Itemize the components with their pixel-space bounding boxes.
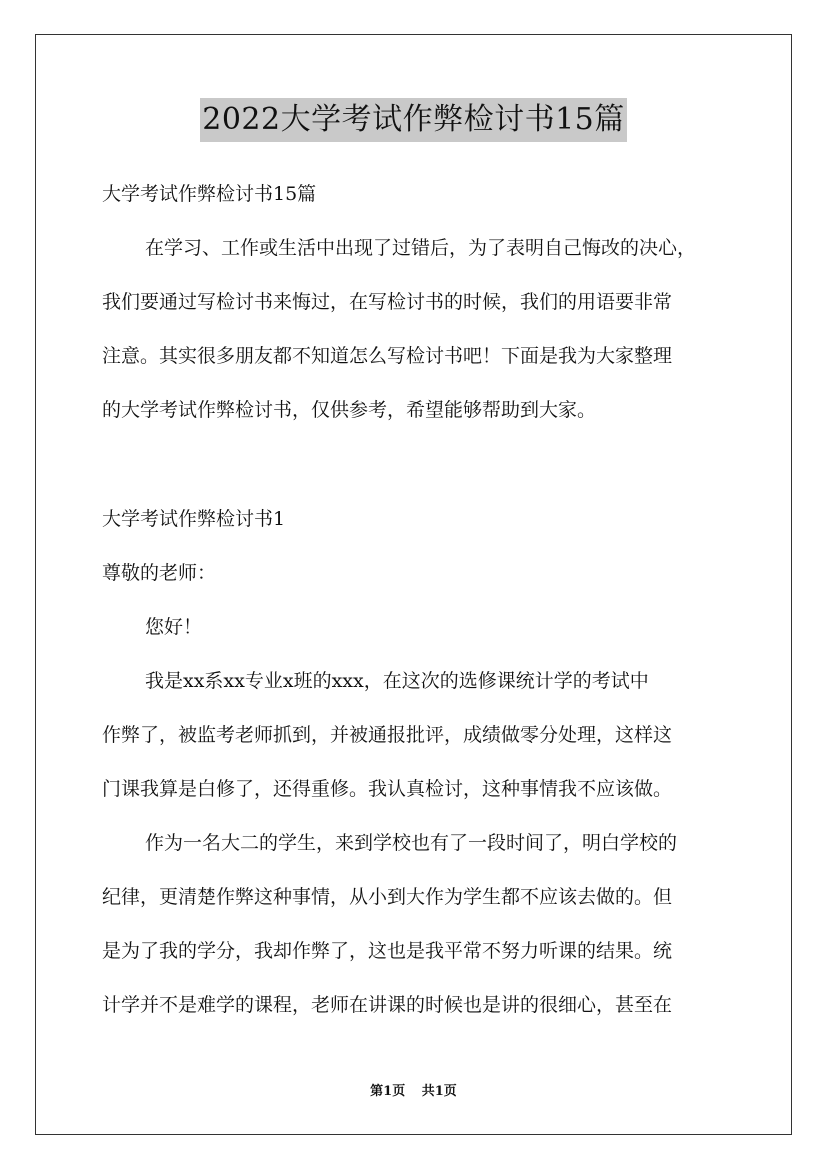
section-heading: 大学考试作弊检讨书1 (102, 508, 286, 530)
subtitle-line: 大学考试作弊检讨书15篇 (102, 183, 317, 205)
page-total: 共1页 (421, 1084, 457, 1099)
page-footer (0, 1084, 827, 1100)
paragraph-line: 我是xx系xx专业x班的xxx，在这次的选修课统计学的考试中 (145, 670, 649, 692)
paragraph-line: 我们要通过写检讨书来悔过，在写检讨书的时候，我们的用语要非常 (102, 291, 673, 313)
greeting: 您好！ (145, 616, 203, 638)
paragraph-line: 注意。其实很多朋友都不知道怎么写检讨书吧！下面是我为大家整理 (102, 345, 673, 367)
paragraph-line: 计学并不是难学的课程，老师在讲课的时候也是讲的很细心，甚至在 (102, 994, 673, 1016)
paragraph-line: 的大学考试作弊检讨书，仅供参考，希望能够帮助到大家。 (102, 399, 597, 421)
paragraph-line: 门课我算是白修了，还得重修。我认真检讨，这种事情我不应该做。 (102, 778, 673, 800)
paragraph-line: 作弊了，被监考老师抓到，并被通报批评，成绩做零分处理，这样这 (102, 724, 673, 746)
title-container (0, 98, 827, 142)
document-title: 2022大学考试作弊检讨书15篇 (200, 98, 627, 142)
paragraph-line: 是为了我的学分，我却作弊了，这也是我平常不努力听课的结果。统 (102, 940, 673, 962)
salutation: 尊敬的老师： (102, 562, 217, 584)
paragraph-line: 作为一名大二的学生，来到学校也有了一段时间了，明白学校的 (145, 832, 678, 854)
page-number: 第1页 (370, 1084, 406, 1099)
paragraph-line: 纪律，更清楚作弊这种事情，从小到大作为学生都不应该去做的。但 (102, 886, 673, 908)
paragraph-line: 在学习、工作或生活中出现了过错后，为了表明自己悔改的决心， (145, 237, 697, 259)
